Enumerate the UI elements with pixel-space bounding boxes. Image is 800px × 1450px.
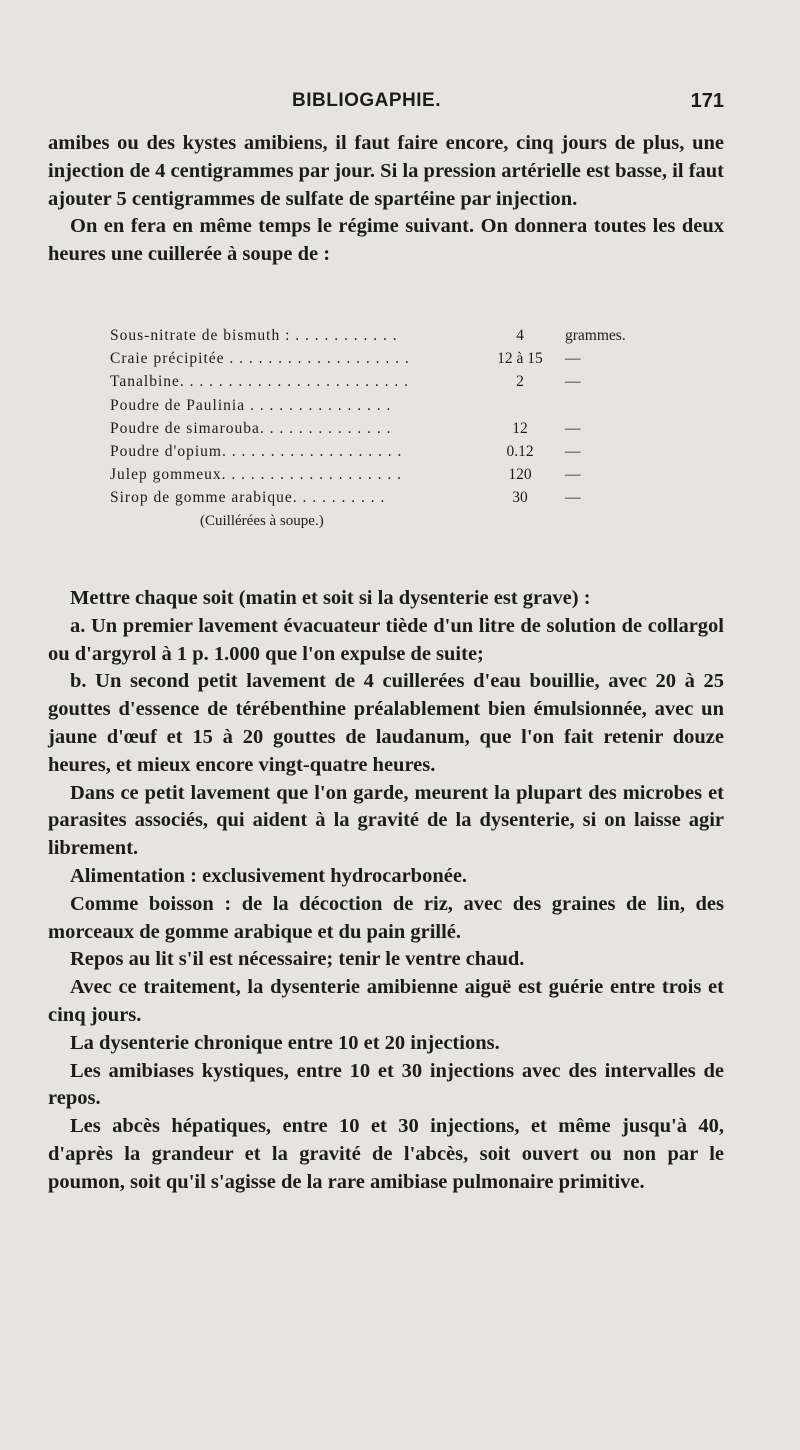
- ingredient-name: Craie précipitée . . . . . . . . . . . . . . . . . . .: [110, 350, 410, 368]
- intro-text: [48, 130, 724, 269]
- prescription-row: [110, 463, 670, 486]
- ingredient-unit: —: [565, 419, 581, 437]
- paragraph: Comme boisson : de la décoction de riz, avec des graines de lin, des morceaux de gomme arabique et du pain grillé.: [48, 892, 724, 943]
- ingredient-quantity: 0.12: [506, 442, 534, 460]
- paragraph: Avec ce traitement, la dysenterie amibienne aiguë est guérie entre trois et cinq jours.: [48, 976, 724, 1026]
- prescription-row: [110, 324, 670, 347]
- prescription-row: [110, 370, 670, 393]
- ingredient-unit: —: [565, 442, 581, 460]
- prescription-row: [110, 440, 670, 463]
- ingredient-quantity: 4: [516, 327, 524, 344]
- paragraph: Les amibiases kystiques, entre 10 et 30 injections avec des intervalles de repos.: [48, 1059, 724, 1110]
- prescription-row: [110, 417, 670, 440]
- prescription-table: [110, 324, 670, 533]
- ingredient-name: Sous-nitrate de bismuth : . . . . . . . . . . .: [110, 327, 398, 344]
- ingredient-name: Julep gommeux. . . . . . . . . . . . . . . . . . .: [110, 466, 402, 484]
- prescription-row: [110, 394, 670, 417]
- paragraph: Repos au lit s'il est nécessaire; tenir le ventre chaud.: [70, 948, 525, 971]
- ingredient-quantity: 120: [508, 466, 532, 484]
- paragraph: La dysenterie chronique entre 10 et 20 injections.: [70, 1031, 500, 1054]
- prescription-row: [110, 347, 670, 370]
- ingredient-quantity: 12: [512, 419, 528, 437]
- paragraph: a. Un premier lavement évacuateur tiède d'un litre de solution de collargol ou d'argyrol à 1 p. 1.000 que l'on expulse de suite;: [48, 614, 724, 665]
- ingredient-quantity: 30: [512, 489, 528, 507]
- running-title: BIBLIOGAPHIE.: [292, 90, 442, 111]
- ingredient-name: Poudre de simarouba. . . . . . . . . . . . . .: [110, 419, 392, 437]
- prescription-note-row: [110, 510, 670, 533]
- ingredient-name: Sirop de gomme arabique. . . . . . . . . .: [110, 489, 386, 507]
- paragraph: Les abcès hépatiques, entre 10 et 30 injections, et même jusqu'à 40, d'après la grandeur et la gravité de l'abcès, soit ouvert ou non par le poumon, soit qu'il s'agisse de la rare amibiase pulmonaire primitive.: [48, 1115, 724, 1193]
- paragraph: Alimentation : exclusivement hydrocarbonée.: [70, 864, 468, 887]
- page-number: 171: [690, 90, 724, 112]
- ingredient-quantity: 2: [516, 373, 524, 391]
- paragraph: b. Un second petit lavement de 4 cuillerées d'eau bouillie, avec 20 à 25 gouttes d'essence de térébenthine préalablement bien émulsionnée, avec un jaune d'œuf et 15 à 20 gouttes de laudanum, que l'on fait retenir douze heures, et mieux encore vingt-quatre heures.: [48, 670, 724, 776]
- body-text: [48, 585, 724, 1197]
- paragraph: Dans ce petit lavement que l'on garde, meurent la plupart des microbes et parasites associés, qui aident à la gravité de la dysenterie, si on laisse agir librement.: [48, 781, 724, 860]
- ingredient-unit: —: [565, 350, 581, 368]
- ingredient-name: Tanalbine. . . . . . . . . . . . . . . . . . . . . . . .: [110, 373, 410, 391]
- ingredient-unit: —: [565, 489, 581, 507]
- ingredient-unit: —: [565, 466, 581, 484]
- paragraph: On en fera en même temps le régime suivant. On donnera toutes les deux heures une cuillerée à soupe de :: [48, 215, 724, 266]
- ingredient-quantity: 12 à 15: [497, 350, 543, 368]
- paragraph: amibes ou des kystes amibiens, il faut faire encore, cinq jours de plus, une injection de 4 centigrammes par jour. Si la pression artérielle est basse, il faut ajouter 5 centigrammes de sulfate de spartéine par injection.: [48, 132, 724, 210]
- paragraph: Mettre chaque soit (matin et soit si la dysenterie est grave) :: [70, 587, 591, 609]
- ingredient-unit: —: [565, 373, 581, 391]
- prescription-note: (Cuillérées à soupe.): [200, 512, 324, 529]
- prescription-row: [110, 486, 670, 509]
- ingredient-name: Poudre de Paulinia . . . . . . . . . . . . . . .: [110, 396, 392, 414]
- ingredient-unit: grammes.: [565, 327, 626, 344]
- running-head: [292, 90, 724, 116]
- ingredient-name: Poudre d'opium. . . . . . . . . . . . . . . . . . .: [110, 442, 403, 460]
